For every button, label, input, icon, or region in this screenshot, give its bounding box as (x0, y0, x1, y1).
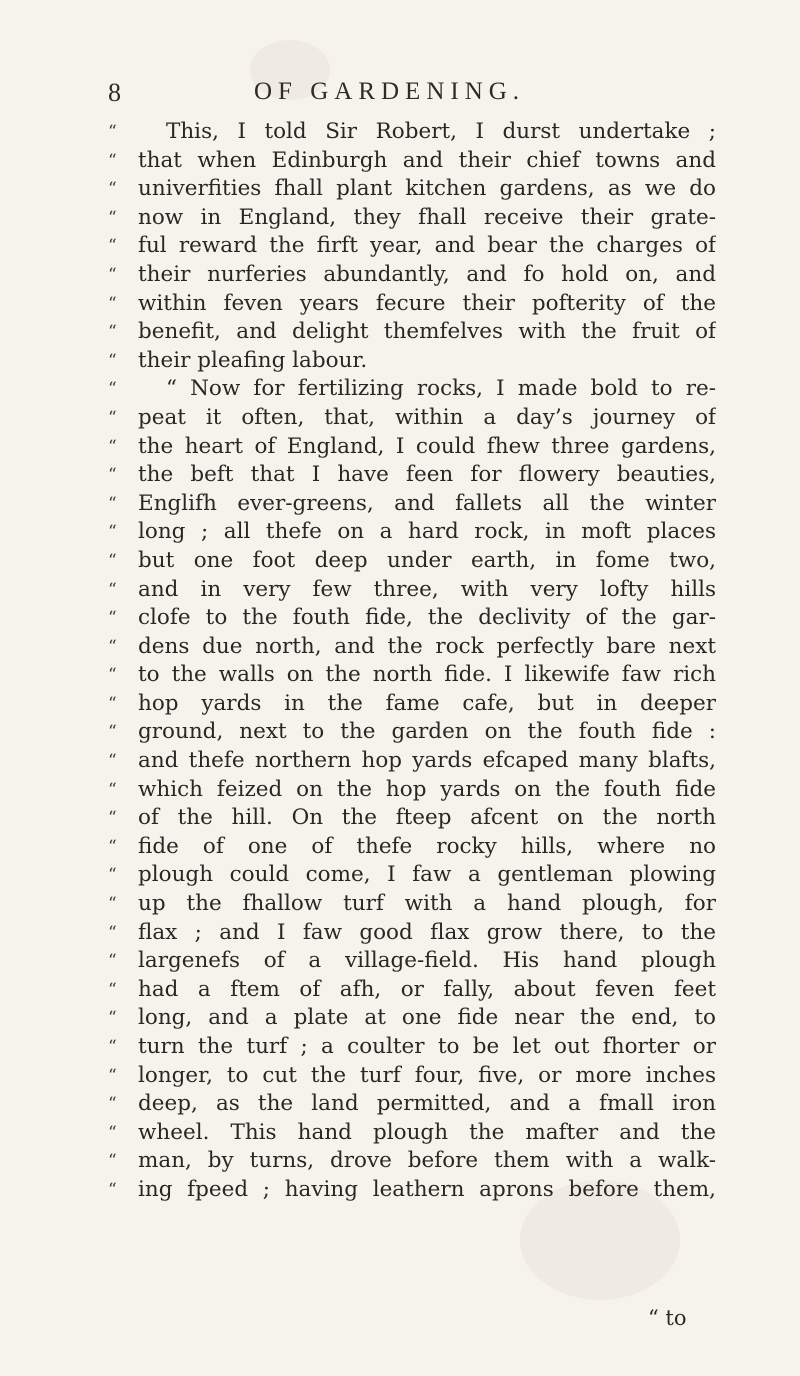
text-line (108, 433, 716, 462)
text-line (108, 490, 716, 519)
quote-mark: “ (108, 951, 117, 972)
quote-mark: “ (108, 751, 117, 772)
quote-mark: “ (108, 436, 117, 457)
quote-mark: “ (108, 1094, 117, 1115)
text-line (108, 661, 716, 690)
text-line (108, 1147, 716, 1176)
line-text: ground, next to the garden on the fouth fide : (138, 719, 716, 745)
text-line (108, 290, 716, 319)
quote-mark: “ (108, 1122, 117, 1143)
quote-mark: “ (108, 636, 117, 657)
text-line (108, 890, 716, 919)
line-text: fide of one of thefe rocky hills, where no (138, 833, 716, 859)
line-text: benefit, and delight themfelves with the fruit of (138, 319, 716, 345)
text-line (108, 1004, 716, 1033)
text-line (108, 804, 716, 833)
text-line (108, 633, 716, 662)
text-line (108, 204, 716, 233)
line-text: ful reward the firft year, and bear the charges of (138, 233, 716, 259)
line-text: ing fpeed ; having leathern aprons before them, (138, 1176, 716, 1202)
running-head: OF GARDENING. (254, 78, 526, 105)
text-line (108, 776, 716, 805)
line-text: peat it often, that, within a day’s journey of (138, 404, 716, 430)
text-line (108, 576, 716, 605)
text-line (108, 118, 716, 147)
line-text: Englifh ever-greens, and fallets all the winter (138, 490, 716, 516)
line-text: their pleafing labour. (138, 347, 368, 373)
quote-mark: “ (108, 379, 117, 400)
line-text: longer, to cut the turf four, five, or more inches (138, 1062, 716, 1088)
line-text: dens due north, and the rock perfectly bare next (138, 633, 716, 659)
line-text: and thefe northern hop yards efcaped many blafts, (138, 748, 716, 774)
text-line (108, 461, 716, 490)
quote-mark: “ (108, 808, 117, 829)
quote-mark: “ (108, 293, 117, 314)
line-text: of the hill. On the fteep afcent on the north (138, 805, 716, 831)
line-text: up the fhallow turf with a hand plough, for (138, 891, 716, 917)
text-line (108, 833, 716, 862)
line-text: within feven years fecure their pofterity of the (138, 290, 716, 316)
line-text: This, I told Sir Robert, I durst undertake ; (166, 119, 716, 144)
text-line (108, 976, 716, 1005)
line-text: flax ; and I faw good flax grow there, to the (138, 919, 716, 945)
text-line (108, 318, 716, 347)
quote-mark: “ (108, 665, 117, 686)
line-text: to the walls on the north fide. I likewife faw rich (138, 662, 716, 688)
line-text: which feized on the hop yards on the fouth fide (138, 776, 716, 802)
text-line (108, 518, 716, 547)
text-line (108, 375, 716, 404)
quote-mark: “ (108, 407, 117, 428)
line-text: univerfities fhall plant kitchen gardens, as we do (138, 176, 716, 202)
line-text: “ Now for fertilizing rocks, I made bold to re- (166, 376, 716, 402)
quote-mark: “ (108, 465, 117, 486)
line-text: had a ftem of afh, or fally, about feven feet (138, 976, 716, 1002)
line-text: long ; all thefe on a hard rock, in moft places (138, 519, 716, 545)
text-line (108, 232, 716, 261)
text-line (108, 1119, 716, 1148)
text-line (108, 404, 716, 433)
text-line (108, 175, 716, 204)
text-line (108, 947, 716, 976)
quote-mark: “ (108, 264, 117, 285)
line-text: clofe to the fouth fide, the declivity of the gar- (138, 605, 716, 631)
quote-mark: “ (108, 236, 117, 257)
line-text: man, by turns, drove before them with a walk- (138, 1148, 716, 1174)
text-line (108, 261, 716, 290)
line-text: deep, as the land permitted, and a fmall iron (138, 1091, 716, 1117)
line-text: turn the turf ; a coulter to be let out fhorter or (138, 1034, 716, 1059)
quote-mark: “ (108, 522, 117, 543)
text-line (108, 604, 716, 633)
quote-mark: “ (108, 979, 117, 1000)
text-line (108, 1033, 716, 1062)
text-line (108, 1090, 716, 1119)
text-line (108, 1062, 716, 1091)
page-number: 8 (108, 78, 121, 107)
quote-mark: “ (108, 150, 117, 171)
text-line (108, 718, 716, 747)
line-text: long, and a plate at one fide near the end, to (138, 1005, 716, 1031)
line-text: and in very few three, with very lofty hills (138, 576, 716, 602)
quote-mark: “ (108, 1151, 117, 1172)
quote-mark: “ (108, 179, 117, 200)
line-text: now in England, they fhall receive their grate- (138, 204, 716, 230)
line-text: largenefs of a village-field. His hand plough (138, 948, 716, 974)
line-text: plough could come, I faw a gentleman plowing (138, 862, 716, 888)
text-line (108, 1176, 716, 1205)
quote-mark: “ (108, 322, 117, 343)
catchword: “ to (648, 1306, 687, 1330)
quote-mark: “ (108, 779, 117, 800)
line-text: the heart of England, I could fhew three gardens, (138, 433, 716, 459)
quote-mark: “ (108, 493, 117, 514)
quote-mark: “ (108, 122, 117, 142)
quote-mark: “ (108, 207, 117, 228)
quote-mark: “ (108, 894, 117, 915)
quote-mark: “ (108, 722, 117, 743)
text-line (108, 747, 716, 776)
line-text: their nurferies abundantly, and fo hold on, and (138, 261, 716, 287)
body-text (108, 118, 716, 1205)
quote-mark: “ (108, 693, 117, 714)
quote-mark: “ (108, 608, 117, 629)
quote-mark: “ (108, 1065, 117, 1086)
text-line (108, 690, 716, 719)
quote-mark: “ (108, 1179, 117, 1200)
quote-mark: “ (108, 1008, 117, 1029)
quote-mark: “ (108, 865, 117, 886)
quote-mark: “ (108, 922, 117, 943)
text-line (108, 547, 716, 576)
quote-mark: “ (108, 579, 117, 600)
quote-mark: “ (108, 350, 117, 371)
quote-mark: “ (108, 836, 117, 857)
line-text: but one foot deep under earth, in fome two, (138, 547, 716, 573)
text-line (108, 147, 716, 176)
quote-mark: “ (108, 550, 117, 571)
line-text: that when Edinburgh and their chief towns and (138, 147, 716, 173)
text-line (108, 919, 716, 948)
page-header (108, 78, 708, 118)
line-text: the beft that I have feen for flowery beauties, (138, 462, 716, 488)
text-line (108, 347, 716, 376)
quote-mark: “ (108, 1037, 117, 1057)
line-text: wheel. This hand plough the mafter and the (138, 1119, 716, 1145)
line-text: hop yards in the fame cafe, but in deeper (138, 690, 716, 716)
text-line (108, 861, 716, 890)
